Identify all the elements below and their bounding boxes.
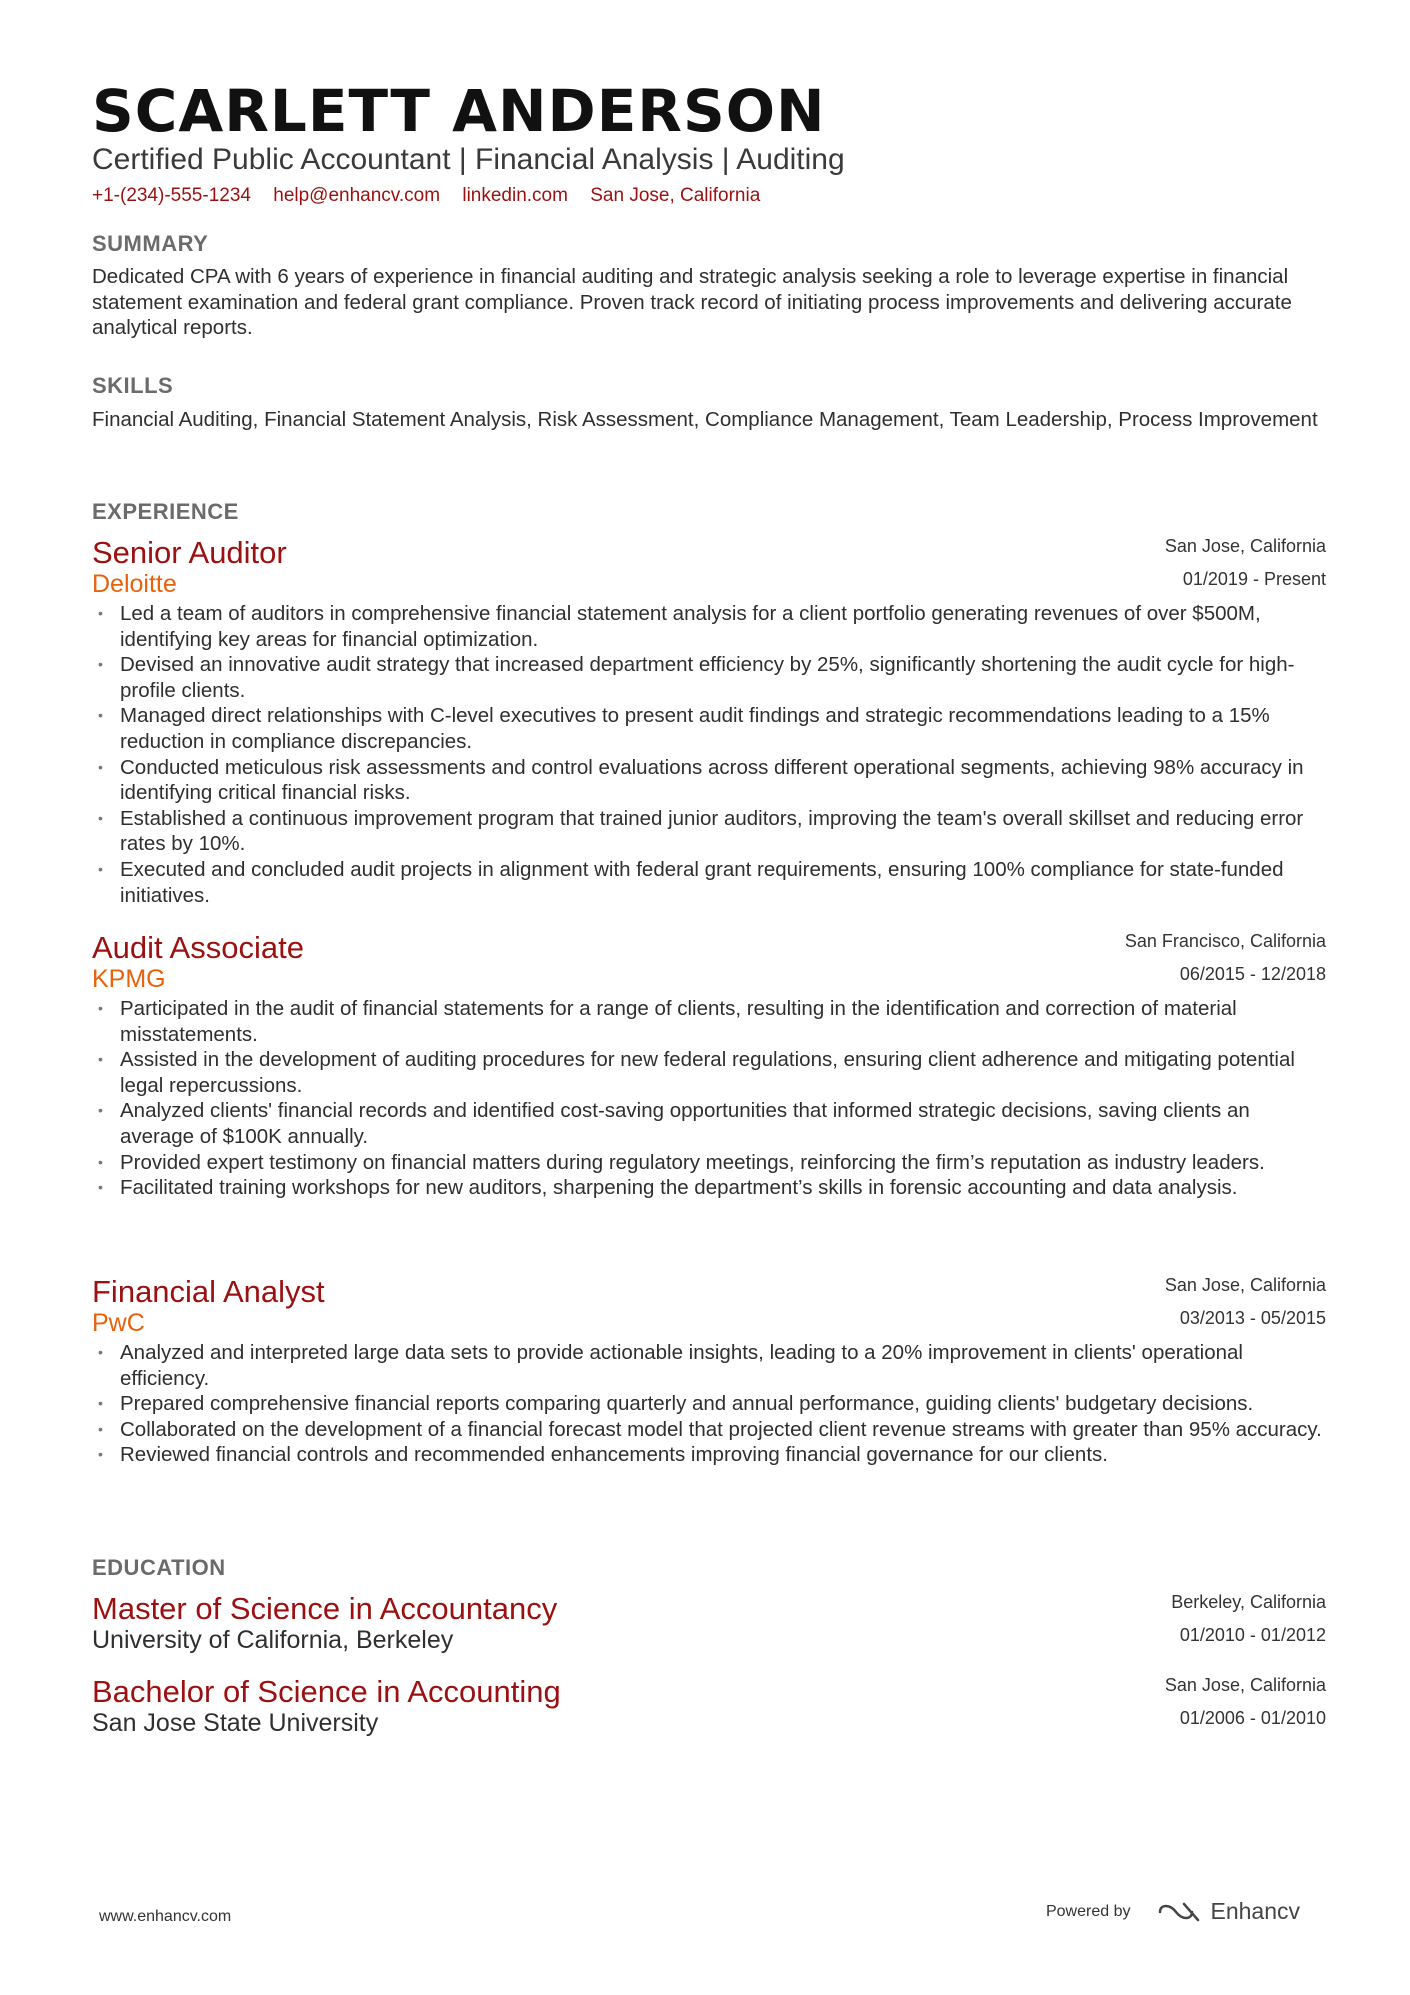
bullet-item: • Assisted in the development of auditing procedures for new federal regulations, ensuring client adherence and mitigating potential legal repercussions.: [92, 1047, 1326, 1098]
bullet-item: • Devised an innovative audit strategy that increased department efficiency by 25%, significantly shortening the audit cycle for high-profile clients.: [92, 652, 1326, 703]
footer-branding: [1046, 1898, 1300, 1925]
education-entry: [92, 1593, 1326, 1663]
education-entry: [92, 1676, 1326, 1746]
education-dates: 01/2010 - 01/2012: [1179, 1625, 1326, 1645]
job-title: Senior Auditor: [92, 535, 287, 570]
school-name: San Jose State University: [92, 1709, 379, 1737]
bullet-item: • Established a continuous improvement program that trained junior auditors, improving the team's overall skillset and reducing error rates by 10%.: [92, 806, 1326, 857]
bullet-item: • Managed direct relationships with C-level executives to present audit findings and strategic recommendations leading to a 15% reduction in compliance discrepancies.: [92, 703, 1326, 754]
bullet-item: • Analyzed and interpreted large data sets to provide actionable insights, leading to a 20% improvement in clients' operational efficiency.: [92, 1340, 1326, 1391]
bullet-item: • Prepared comprehensive financial reports comparing quarterly and annual performance, guiding clients' budgetary decisions.: [92, 1391, 1326, 1417]
education-heading: EDUCATION: [92, 1555, 226, 1580]
summary-heading: SUMMARY: [92, 231, 209, 256]
candidate-name: SCARLETT ANDERSON: [92, 77, 826, 145]
linkedin-link[interactable]: linkedin.com: [462, 185, 568, 206]
contact-row: [92, 186, 777, 205]
phone-link[interactable]: +1-(234)-555-1234: [92, 185, 251, 206]
job-dates: 01/2019 - Present: [1182, 569, 1326, 589]
job-bullets: [92, 996, 1326, 1201]
location-text: San Jose, California: [590, 185, 761, 206]
bullet-item: • Collaborated on the development of a financial forecast model that projected client revenue streams with greater than 95% accuracy.: [92, 1417, 1326, 1443]
degree-title: Master of Science in Accountancy: [92, 1591, 558, 1626]
bullet-item: • Provided expert testimony on financial matters during regulatory meetings, reinforcing the firm’s reputation as industry leaders.: [92, 1150, 1326, 1176]
enhancv-logo-icon: [1156, 1900, 1202, 1924]
headline: Certified Public Accountant | Financial Analysis | Auditing: [92, 143, 845, 176]
bullet-item: • Conducted meticulous risk assessments and control evaluations across different operational segments, achieving 98% accuracy in identifying critical financial risks.: [92, 755, 1326, 806]
job-bullets: [92, 601, 1326, 908]
school-name: University of California, Berkeley: [92, 1626, 454, 1654]
job-location: San Jose, California: [1164, 536, 1326, 556]
job-company: Deloitte: [92, 570, 177, 598]
experience-heading: EXPERIENCE: [92, 499, 239, 524]
education-location: Berkeley, California: [1171, 1592, 1326, 1612]
job-location: San Jose, California: [1164, 1275, 1326, 1295]
bullet-item: • Analyzed clients' financial records and identified cost-saving opportunities that informed strategic decisions, saving clients an average of $100K annually.: [92, 1098, 1326, 1149]
job-location: San Francisco, California: [1124, 931, 1326, 951]
job-company: PwC: [92, 1309, 145, 1337]
email-link[interactable]: help@enhancv.com: [273, 185, 441, 206]
bullet-item: • Reviewed financial controls and recommended enhancements improving financial governance for our clients.: [92, 1442, 1326, 1468]
education-location: San Jose, California: [1164, 1675, 1326, 1695]
bullet-item: • Led a team of auditors in comprehensive financial statement analysis for a client portfolio generating revenues of over $500M, identifying key areas for financial optimization.: [92, 601, 1326, 652]
bullet-item: • Participated in the audit of financial statements for a range of clients, resulting in the identification and correction of material misstatements.: [92, 996, 1326, 1047]
job-dates: 06/2015 - 12/2018: [1179, 964, 1326, 984]
bullet-item: • Facilitated training workshops for new auditors, sharpening the department’s skills in forensic accounting and data analysis.: [92, 1175, 1326, 1201]
footer-website-link[interactable]: www.enhancv.com: [99, 1908, 232, 1925]
powered-by-label: Powered by: [1045, 1902, 1131, 1920]
bullet-item: • Executed and concluded audit projects in alignment with federal grant requirements, ensuring 100% compliance for state-funded initiatives.: [92, 857, 1326, 908]
brand-name: Enhancv: [1210, 1898, 1300, 1924]
job-title: Audit Associate: [92, 930, 304, 965]
enhancv-brand-link[interactable]: [1156, 1898, 1300, 1925]
degree-title: Bachelor of Science in Accounting: [92, 1674, 561, 1709]
summary-text: Dedicated CPA with 6 years of experience in financial auditing and strategic analysis seeking a role to leverage expertise in financial statement examination and federal grant compliance. Proven track record of initiating process improvements and delivering accurate analytical reports.: [92, 265, 1292, 339]
skills-text: Financial Auditing, Financial Statement Analysis, Risk Assessment, Compliance Management, Team Leadership, Process Improvement: [92, 408, 1318, 431]
job-bullets: [92, 1340, 1326, 1468]
job-dates: 03/2013 - 05/2015: [1179, 1308, 1326, 1328]
job-company: KPMG: [92, 965, 166, 993]
education-dates: 01/2006 - 01/2010: [1179, 1708, 1326, 1728]
job-title: Financial Analyst: [92, 1274, 325, 1309]
skills-heading: SKILLS: [92, 373, 174, 398]
